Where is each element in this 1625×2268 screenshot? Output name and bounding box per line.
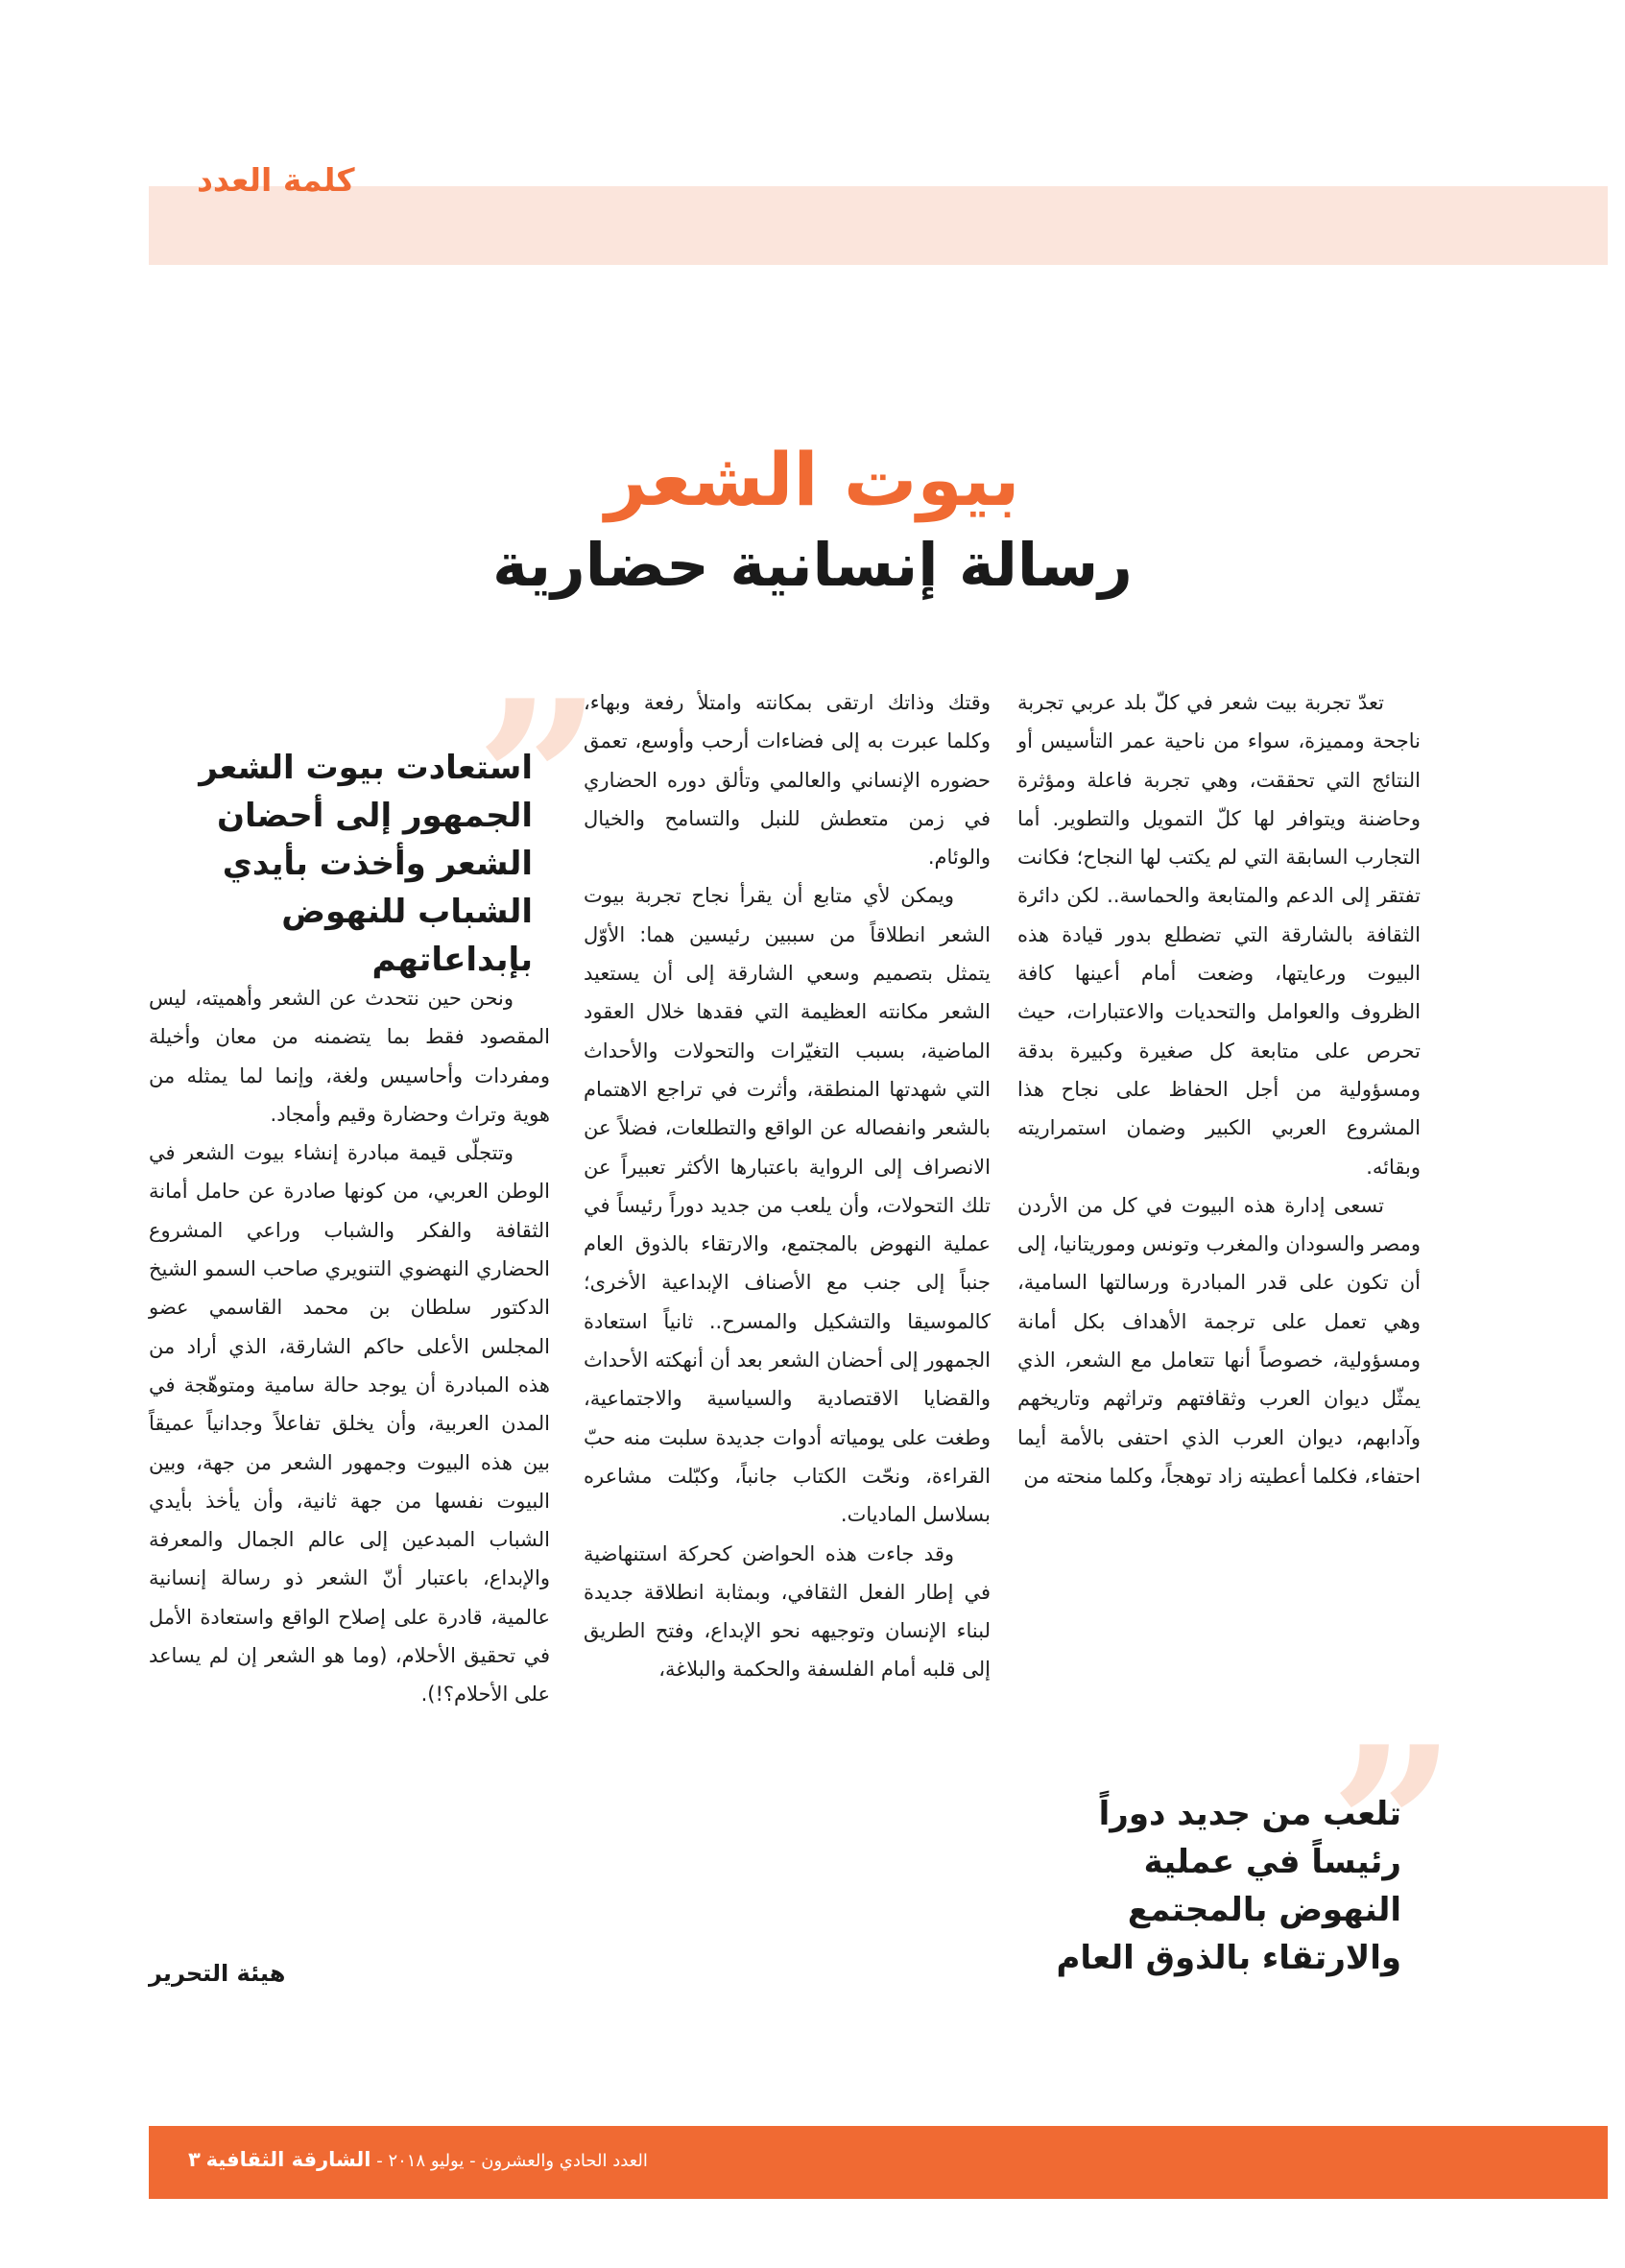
- paragraph: تعدّ تجربة بيت شعر في كلّ بلد عربي تجربة ناجحة ومميزة، سواء من ناحية عمر التأسيس أو النتائج التي تحققت، وهي تجربة فاعلة ومؤثرة وحاضنة ويتوافر لها كلّ التمويل والتطوير. أما التجارب السابقة التي لم يكتب لها النجاح؛ فكانت تفتقر إلى الدعم والمتابعة والحماسة.. لكن دائرة الثقافة بالشارقة التي تضطلع بدور قيادة هذه البيوت ورعايتها، وضعت أمام أعينها كافة الظروف والعوامل والتحديات والاعتبارات، حيث تحرص على متابعة كل صغيرة وكبيرة بدقة ومسؤولية من أجل الحفاظ على نجاح هذا المشروع العربي الكبير وضمان استمراريته وبقائه.: [1017, 691, 1421, 1179]
- issue-info: العدد الحادي والعشرون - يوليو ٢٠١٨ -: [376, 2151, 648, 2171]
- column-right: [1017, 683, 1421, 1495]
- column-left: [149, 979, 550, 1714]
- pull-quote: تلعب من جديد دوراً رئيساً في عملية النهوض بالمجتمع والارتقاء بالذوق العام: [1056, 1795, 1401, 1977]
- section-label: كلمة العدد: [197, 161, 355, 199]
- paragraph: ونحن حين نتحدث عن الشعر وأهميته، ليس المقصود فقط بما يتضمنه من معان وأخيلة ومفردات وأحاسيس ولغة، وإنما لما يمثله من هوية وتراث وحضارة وقيم وأمجاد.: [149, 987, 550, 1126]
- article-title: بيوت الشعر: [605, 437, 1020, 522]
- footer: [173, 2148, 648, 2171]
- article-subtitle: رسالة إنسانية حضارية: [492, 530, 1133, 600]
- signature: هيئة التحرير: [149, 1960, 286, 1987]
- page-number: ٣: [188, 2148, 201, 2171]
- magazine-logo: الشارقة الثقافية: [205, 2148, 371, 2171]
- column-middle: [584, 683, 991, 1689]
- paragraph: وقتك وذاتك ارتقى بمكانته وامتلأ رفعة وبهاء، وكلما عبرت به إلى فضاءات أرحب وأوسع، تعمق حضوره الإنساني والعالمي وتألق دوره الحضاري في زمن متعطش للنبل والتسامح والخيال والوئام.: [584, 691, 991, 870]
- pull-quote: استعادت بيوت الشعر الجمهور إلى أحضان الشعر وأخذت بأيدي الشباب للنهوض بإبداعاتهم: [199, 749, 533, 979]
- header-band: [149, 186, 1608, 265]
- quote-mark-icon: ”: [475, 653, 603, 912]
- paragraph: وتتجلّى قيمة مبادرة إنشاء بيوت الشعر في الوطن العربي، من كونها صادرة عن حامل أمانة الثقافة والفكر والشباب وراعي المشروع الحضاري النهضوي التنويري صاحب السمو الشيخ الدكتور سلطان بن محمد القاسمي عضو المجلس الأعلى حاكم الشارقة، الذي أراد من هذه المبادرة أن يوجد حالة سامية ومتوهّجة في المدن العربية، وأن يخلق تفاعلاً وجدانياً عميقاً بين هذه البيوت وجمهور الشعر من جهة، وبين البيوت نفسها من جهة ثانية، وأن يأخذ بأيدي الشباب المبدعين إلى عالم الجمال والمعرفة والإبداع، باعتبار أنّ الشعر ذو رسالة إنسانية عالمية، قادرة على إصلاح الواقع واستعادة الأمل في تحقيق الأحلام، (وما هو الشعر إن لم يساعد على الأحلام؟!).: [149, 1141, 550, 1707]
- paragraph: ويمكن لأي متابع أن يقرأ نجاح تجربة بيوت الشعر انطلاقاً من سببين رئيسين هما: الأوّل يتمثل بتصميم وسعي الشارقة إلى أن يستعيد الشعر مكانته العظيمة التي فقدها خلال العقود الماضية، بسبب التغيّرات والتحولات والأحداث التي شهدتها المنطقة، وأثرت في تراجع الاهتمام بالشعر وانفصاله عن الواقع والتطلعات، فضلاً عن الانصراف إلى الرواية باعتبارها الأكثر تعبيراً عن تلك التحولات، وأن يلعب من جديد دوراً رئيساً في عملية النهوض بالمجتمع، والارتقاء بالذوق العام جنباً إلى جنب مع الأصناف الإبداعية الأخرى؛ كالموسيقا والتشكيل والمسرح.. ثانياً استعادة الجمهور إلى أحضان الشعر بعد أن أنهكته الأحداث والقضايا الاقتصادية والسياسية والاجتماعية، وطغت على يومياته أدوات جديدة سلبت منه حبّ القراءة، ونحّت الكتاب جانباً، وكبّلت مشاعره بسلاسل الماديات.: [584, 884, 991, 1527]
- quote-mark-icon: ”: [1329, 1699, 1457, 1958]
- paragraph: وقد جاءت هذه الحواضن كحركة استنهاضية في إطار الفعل الثقافي، وبمثابة انطلاقة جديدة لبناء الإنسان وتوجيهه نحو الإبداع، وفتح الطريق إلى قلبه أمام الفلسفة والحكمة والبلاغة،: [584, 1541, 991, 1682]
- paragraph: تسعى إدارة هذه البيوت في كل من الأردن ومصر والسودان والمغرب وتونس وموريتانيا، إلى أن تكون على قدر المبادرة ورسالتها السامية، وهي تعمل على ترجمة الأهداف بكل أمانة ومسؤولية، خصوصاً أنها تتعامل مع الشعر، الذي يمثّل ديوان العرب وثقافتهم وتراثهم وتاريخهم وآدابهم، ديوان العرب الذي احتفى بالأمة أيما احتفاء، فكلما أعطيته زاد توهجاً، وكلما منحته من: [1017, 1193, 1421, 1488]
